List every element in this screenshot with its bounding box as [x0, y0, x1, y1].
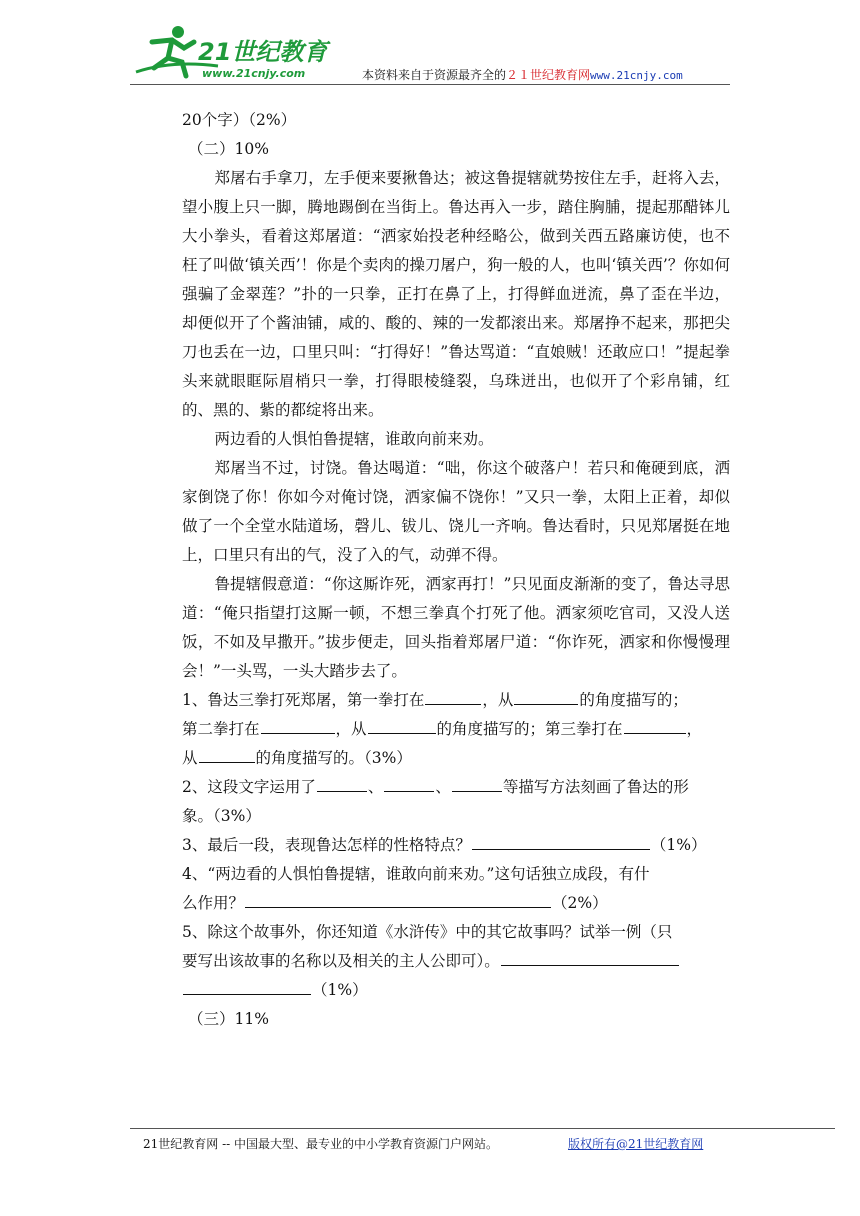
footer-text: 21世纪教育网 -- 中国最大型、最专业的中小学教育资源门户网站。	[143, 1137, 499, 1151]
section-heading-3: （三）11%	[188, 1010, 269, 1028]
passage-paragraph-3: 郑屠当不过，讨饶。鲁达喝道：“咄，你这个破落户！若只和俺硬到底，洒家倒饶了你！你如今对俺讨饶，洒家偏不饶你！”又只一拳，太阳上正着，却似做了一个全堂水陆道场，磬儿、钹儿、饶儿一齐响。鲁达看时，只见郑屠挺在地上，口里只有出的气，没了入的气，动弹不得。	[182, 459, 730, 564]
answer-blank[interactable]	[501, 951, 679, 966]
passage-paragraph-4: 鲁提辖假意道：“你这厮诈死，洒家再打！”只见面皮渐渐的变了，鲁达寻思道：“俺只指望打这厮一顿，不想三拳真个打死了他。洒家须吃官司，又没人送饭，不如及早撒开。”拔步便走，回头指着郑屠尸道：“你诈死，洒家和你慢慢理会！”一头骂，一头大踏步去了。	[182, 575, 730, 680]
header-note-site[interactable]: ２１世纪教育网	[506, 68, 591, 82]
footer-divider	[130, 1128, 835, 1129]
section-heading-2: （二）10%	[188, 140, 269, 158]
passage-paragraph-2: 两边看的人惧怕鲁提辖，谁敢向前来劝。	[214, 430, 494, 448]
question-2-cont: 象。（3%）	[182, 807, 261, 825]
answer-blank[interactable]	[317, 777, 367, 792]
question-3: 3、最后一段，表现鲁达怎样的性格特点？ （1%）	[182, 836, 707, 854]
answer-blank[interactable]	[514, 690, 578, 705]
site-logo	[132, 22, 352, 84]
answer-blank[interactable]	[199, 748, 255, 763]
header-divider	[130, 84, 730, 85]
question-5-end: （1%）	[182, 976, 730, 1005]
answer-blank[interactable]	[245, 893, 551, 908]
answer-blank[interactable]	[624, 719, 686, 734]
question-1-cont: 第二拳打在 ，从 的角度描写的；第三拳打在 ，	[182, 720, 703, 738]
question-5: 5、除这个故事外，你还知道《水浒传》中的其它故事吗？试举一例（只	[182, 923, 673, 941]
svg-text:www.21cnjy.com: www.21cnjy.com	[202, 67, 306, 80]
question-4: 4、“两边看的人惧怕鲁提辖，谁敢向前来劝。”这句话独立成段，有什	[182, 865, 650, 883]
header-note-prefix: 本资料来自于资源最齐全的	[362, 68, 507, 82]
answer-blank[interactable]	[368, 719, 436, 734]
header-source-note	[362, 66, 683, 83]
answer-blank[interactable]	[425, 690, 481, 705]
question-4-cont: 么作用？ （2%）	[182, 894, 608, 912]
svg-text:21世纪教育: 21世纪教育	[198, 38, 328, 66]
answer-blank[interactable]	[261, 719, 335, 734]
document-body	[182, 106, 730, 1034]
question-5-cont: 要写出该故事的名称以及相关的主人公即可）。	[182, 947, 730, 976]
header-note-url[interactable]: www.21cnjy.com	[590, 69, 683, 82]
answer-blank[interactable]	[472, 835, 650, 850]
answer-blank[interactable]	[384, 777, 434, 792]
passage-paragraph-1: 郑屠右手拿刀，左手便来要揪鲁达；被这鲁提辖就势按住左手，赶将入去，望小腹上只一脚，腾地踢倒在当街上。鲁达再入一步，踏住胸脯，提起那醋钵儿大小拳头，看着这郑屠道：“洒家始投老种经略公，做到关西五路廉访使，也不枉了叫做‘镇关西’！你是个卖肉的操刀屠户，狗一般的人，也叫‘镇关西’？你如何强骗了金翠莲？”扑的一只拳，正打在鼻了上，打得鲜血迸流，鼻了歪在半边，却便似开了个酱油铺，咸的、酸的、辣的一发都滚出来。郑屠挣不起来，那把尖刀也丢在一边，口里只叫：“打得好！”鲁达骂道：“直娘贼！还敢应口！”提起拳头来就眼眶际眉梢只一拳，打得眼棱缝裂，乌珠迸出，也似开了个彩帛铺，红的、黑的、紫的都绽将出来。	[182, 169, 730, 419]
question-1-end: 从 的角度描写的。（3%）	[182, 749, 412, 767]
footer-copyright-link[interactable]: 版权所有@21世纪教育网	[568, 1137, 704, 1151]
question-1: 1、鲁达三拳打死郑屠，第一拳打在 ，从 的角度描写的；	[182, 691, 688, 709]
page-footer	[143, 1135, 704, 1152]
question-2: 2、这段文字运用了 、 、 等描写方法刻画了鲁达的形	[182, 778, 689, 796]
continued-line: 20个字）（2%）	[182, 111, 297, 129]
answer-blank[interactable]	[452, 777, 502, 792]
answer-blank[interactable]	[183, 980, 311, 995]
